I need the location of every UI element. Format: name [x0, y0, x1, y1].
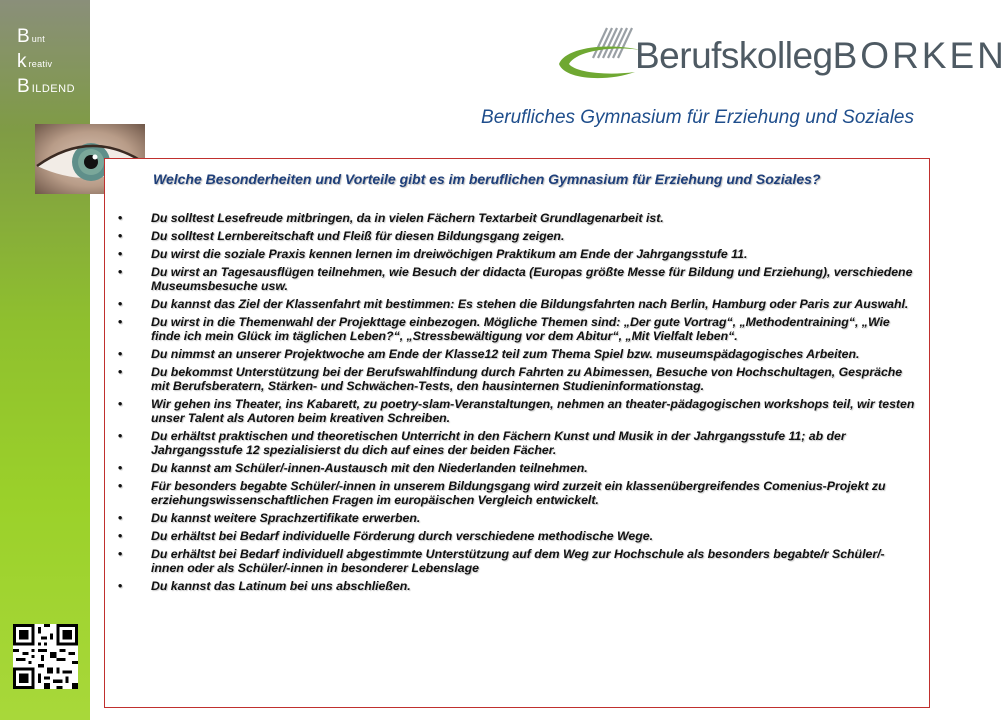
brand-line-bunt: B unt [17, 26, 46, 47]
list-item: • Du wirst die soziale Praxis kennen lernen im dreiwöchigen Praktikum am Ende der Jahrgangsstufe 11. [115, 247, 915, 261]
list-item: • Du solltest Lesefreude mitbringen, da in vielen Fächern Textarbeit Grundlagenarbeit ist. [115, 211, 915, 225]
list-item: • Du wirst an Tagesausflügen teilnehmen, wie Besuch der didacta (Europas größte Messe für Bildung und Erziehung), verschiedene Museumsbesuche usw. [115, 265, 915, 293]
list-item: • Du nimmst an unserer Projektwoche am Ende der Klasse12 teil zum Thema Spiel bzw. museumspädagogisches Arbeiten. [115, 347, 915, 361]
list-item: • Wir gehen ins Theater, ins Kabarett, zu poetry-slam-Veranstaltungen, nehmen an theater-pädagogischen workshops teil, wir testen unser Talent als Autoren beim kreativen Schreiben. [115, 397, 915, 425]
berufskolleg-logo [555, 20, 1007, 88]
list-item: • Du erhältst praktischen und theoretischen Unterricht in den Fächern Kunst und Musik in der Jahrgangsstufe 11; ab der Jahrgangsstufe 12 spezialisierst du dich auf eines der beiden Fächer. [115, 429, 915, 457]
content-frame [104, 158, 930, 708]
list-item: • Du kannst das Ziel der Klassenfahrt mit bestimmen: Es stehen die Bildungsfahrten nach Berlin, Hamburg oder Paris zur Auswahl. [115, 297, 915, 311]
list-item: • Du erhältst bei Bedarf individuelle Förderung durch verschiedene methodische Wege. [115, 529, 915, 543]
brand-wordmark [17, 27, 75, 102]
brand-line-bildend: B ILDEND [17, 76, 76, 97]
advantages-list [115, 211, 915, 597]
page-subtitle: Berufliches Gymnasium für Erziehung und Soziales [481, 107, 914, 128]
brand-line-kreativ: k reativ [17, 51, 53, 72]
list-item: • Du erhältst bei Bedarf individuell abgestimmte Unterstützung auf dem Weg zur Hochschule als besonders begabte/r Schüler/-innen oder als Schüler/-innen in besonderer Lebenslage [115, 547, 915, 575]
list-item: • Du kannst weitere Sprachzertifikate erwerben. [115, 511, 915, 525]
list-item: • Für besonders begabte Schüler/-innen in unserem Bildungsgang wird zurzeit ein klassenübergreifendes Comenius-Projekt zu erziehungswissenschaftlichen Fragen im europäischen Vergleich entwickelt. [115, 479, 915, 507]
list-item: • Du solltest Lernbereitschaft und Fleiß für diesen Bildungsgang zeigen. [115, 229, 915, 243]
list-item: • Du kannst das Latinum bei uns abschließen. [115, 579, 915, 593]
green-sidebar [0, 0, 90, 720]
qr-code [13, 624, 78, 689]
list-item: • Du bekommst Unterstützung bei der Berufswahlfindung durch Fahrten zu Abimessen, Besuche von Hochschultagen, Gespräche mit Berufsberatern, Stärken- und Schwächen-Tests, den hausinternen Studieninformationstag. [115, 365, 915, 393]
question-heading: Welche Besonderheiten und Vorteile gibt es im beruflichen Gymnasium für Erziehung und Soziales? [153, 171, 821, 187]
list-item: • Du kannst am Schüler/-innen-Austausch mit den Niederlanden teilnehmen. [115, 461, 915, 475]
logo-wordmark: BerufskollegBORKEN [635, 35, 1007, 76]
logo-swoosh-icon [555, 20, 645, 88]
list-item: • Du wirst in die Themenwahl der Projekttage einbezogen. Mögliche Themen sind: „Der gute Vortrag“, „Methodentraining“, „Wie finde ich mein Glück im täglichen Leben?“, „Stressbewältigung vor dem Abitur“, „Mit Vielfalt leben“. [115, 315, 915, 343]
